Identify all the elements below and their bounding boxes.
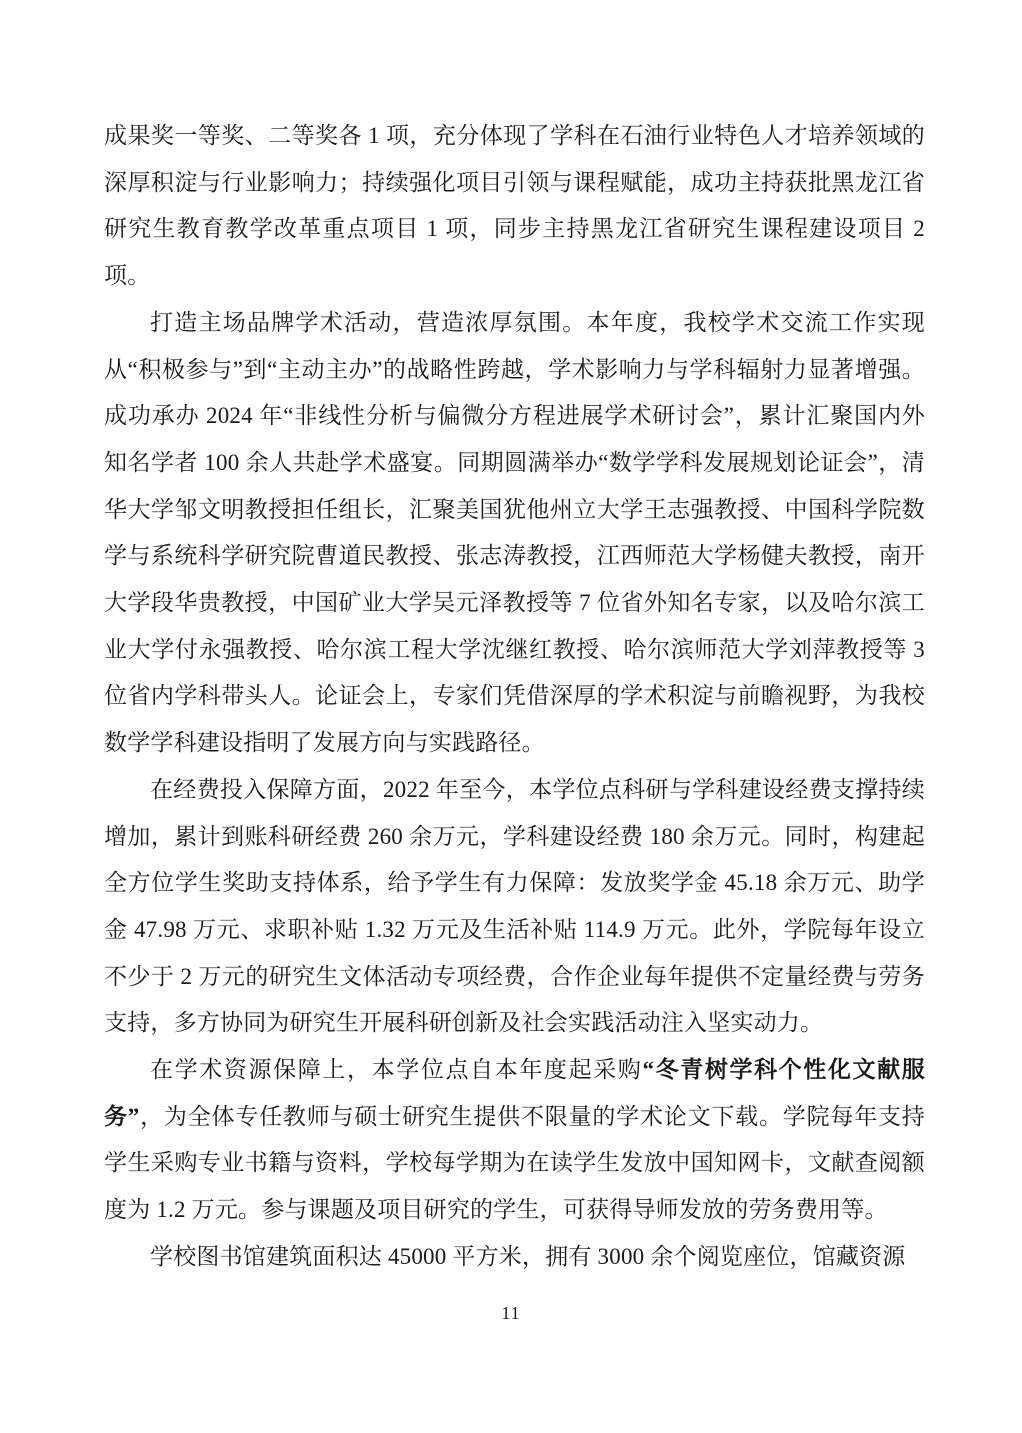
text-run: 成果奖一等奖、二等奖各 1 项，充分体现了学科在石油行业特色人才培养领域的深厚积淀与行业影响力；持续强化项目引领与课程赋能，成功主持获批黑龙江省研究生教育教学改革重点项目 1 项，同步主持黑龙江省研究生课程建设项目 2 项。 — [104, 123, 925, 289]
paragraph — [104, 767, 925, 1047]
text-run: 在经费投入保障方面，2022 年至今，本学位点科研与学科建设经费支撑持续增加，累计到账科研经费 260 余万元，学科建设经费 180 余万元。同时，构建起全方位学生奖助支持体系，给予学生有力保障：发放奖学金 45.18 余万元、助学金 47.98 万元、求职补贴 1.32 万元及生活补贴 114.9 万元。此外，学院每年设立不少于 2 万元的研究生文体活动专项经费，合作企业每年提供不定量经费与劳务支持，多方协同为研究生开展科研创新及社会实践活动注入坚实动力。 — [104, 776, 925, 1036]
paragraph — [104, 1234, 925, 1281]
bold-text-run: “冬青树学科个性化文献服务” — [104, 1057, 925, 1129]
paragraph — [104, 1047, 925, 1234]
page-footer — [0, 1303, 1022, 1324]
text-run: 打造主场品牌学术活动，营造浓厚氛围。本年度，我校学术交流工作实现从“积极参与”到“主动主办”的战略性跨越，学术影响力与学科辐射力显著增强。成功承办 2024 年“非线性分析与偏微分方程进展学术研讨会”，累计汇聚国内外知名学者 100 余人共赴学术盛宴。同期圆满举办“数学学科发展规划论证会”，清华大学邹文明教授担任组长，汇聚美国犹他州立大学王志强教授、中国科学院数学与系统科学研究院曹道民教授、张志涛教授，江西师范大学杨健夫教授，南开大学段华贵教授，中国矿业大学吴元泽教授等 7 位省外知名专家，以及哈尔滨工业大学付永强教授、哈尔滨工程大学沈继红教授、哈尔滨师范大学刘萍教授等 3 位省内学科带头人。论证会上，专家们凭借深厚的学术积淀与前瞻视野，为我校数学学科建设指明了发展方向与实践路径。 — [104, 309, 925, 756]
paragraph — [104, 113, 925, 300]
page-number: 11 — [501, 1303, 521, 1323]
text-run: 学校图书馆建筑面积达 45000 平方米，拥有 3000 余个阅览座位，馆藏资源 — [150, 1243, 906, 1269]
text-run: ，为全体专任教师与硕士研究生提供不限量的学术论文下载。学院每年支持学生采购专业书籍与资料，学校每学期为在读学生发放中国知网卡，文献查阅额度为 1.2 万元。参与课题及项目研究的学生，可获得导师发放的劳务费用等。 — [104, 1103, 925, 1223]
text-run: 在学术资源保障上，本学位点自本年度起采购 — [150, 1057, 643, 1083]
document-body — [104, 113, 925, 1281]
paragraph — [104, 300, 925, 767]
